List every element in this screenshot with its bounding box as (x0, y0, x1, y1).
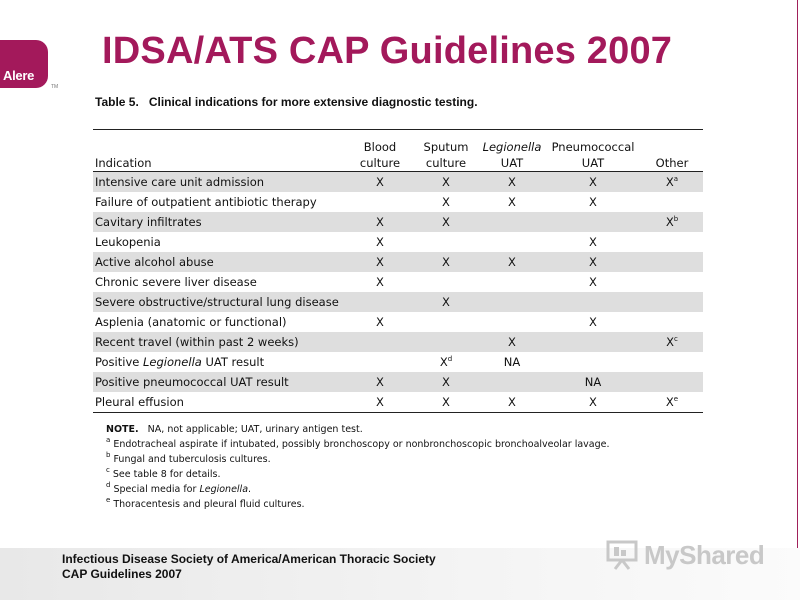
cell-legionella (479, 272, 545, 292)
presentation-screen-icon (606, 540, 640, 570)
cell-legionella: X (479, 332, 545, 352)
cell-legionella (479, 312, 545, 332)
cell-sputum (413, 332, 479, 352)
cell-indication: Intensive care unit admission (93, 172, 347, 193)
cell-legionella: X (479, 172, 545, 193)
cell-pneumococcal: X (545, 252, 641, 272)
header-legionella-uat: Legionella UAT (479, 130, 545, 172)
logo-trademark: TM (51, 84, 59, 90)
cell-indication: Positive pneumococcal UAT result (93, 372, 347, 392)
table-row (93, 252, 703, 272)
cell-blood (347, 192, 413, 212)
cell-other (641, 252, 703, 272)
cell-blood: X (347, 392, 413, 413)
table-row (93, 372, 703, 392)
table-row (93, 272, 703, 292)
table-header-row (93, 130, 703, 172)
cell-blood: X (376, 235, 384, 249)
cell-other: $X^a$ (641, 172, 703, 193)
cell-blood: X (347, 372, 413, 392)
cell-indication: Recent travel (within past 2 weeks) (93, 332, 347, 352)
cell-pneumococcal: X (589, 195, 597, 209)
note-main: NOTE. NA, not applicable; UAT, urinary antigen test. (106, 424, 363, 435)
cell-legionella: X (479, 252, 545, 272)
cell-sputum: X (413, 172, 479, 193)
table-row (93, 192, 703, 212)
cell-pneumococcal (545, 352, 641, 372)
cell-blood: X (376, 275, 384, 289)
table-row (93, 392, 703, 413)
cell-sputum: X (442, 195, 450, 209)
footnote-a: $^a$ Endotracheal aspirate if intubated, possibly bronchoscopy or nonbronchoscopic bronchoalveolar lavage. (106, 436, 610, 450)
cell-other (641, 192, 703, 212)
cell-indication: Active alcohol abuse (93, 252, 347, 272)
cell-blood (347, 332, 413, 352)
cell-sputum: X (413, 392, 479, 413)
cell-other: $X^b$ (641, 212, 703, 232)
table-row (93, 352, 703, 372)
table-caption-label: Table 5. (95, 95, 139, 109)
cell-legionella: X (508, 195, 516, 209)
footnote-d: $^d$ Special media for Legionella. (106, 481, 252, 495)
table-row (93, 312, 703, 332)
table-caption (95, 95, 478, 109)
cell-pneumococcal (545, 212, 641, 232)
logo-text: Alere (3, 68, 35, 83)
table-row (93, 332, 703, 352)
table-row (93, 212, 703, 232)
cell-other (641, 372, 703, 392)
table-row (93, 232, 703, 252)
cell-other (641, 352, 703, 372)
cell-other (641, 312, 703, 332)
cell-sputum (413, 312, 479, 332)
cell-indication: Asplenia (anatomic or functional) (95, 315, 287, 329)
footnote-b: $^b$ Fungal and tuberculosis cultures. (106, 451, 271, 465)
footnote-e: $^e$ Thoracentesis and pleural fluid cultures. (106, 496, 305, 510)
cell-indication: Positive Legionella UAT result (95, 355, 265, 369)
header-sputum-culture: Sputum culture (413, 130, 479, 172)
cell-sputum: X (413, 372, 479, 392)
cell-other (641, 232, 703, 252)
table-row (93, 172, 703, 193)
header-other: Other (641, 130, 703, 172)
cell-pneumococcal (545, 292, 641, 312)
cell-sputum (413, 272, 479, 292)
cell-legionella: X (479, 392, 545, 413)
table-notes (106, 424, 610, 514)
cell-indication: Failure of outpatient antibiotic therapy (95, 195, 317, 209)
cell-sputum (413, 232, 479, 252)
indications-table (93, 129, 703, 413)
myshared-watermark (606, 538, 796, 572)
footnote-c: $^c$ See table 8 for details. (106, 466, 221, 480)
cell-blood (347, 352, 413, 372)
cell-blood (347, 292, 413, 312)
header-pneumococcal-uat: Pneumococcal UAT (545, 130, 641, 172)
cell-legionella (479, 232, 545, 252)
cell-blood: X (347, 252, 413, 272)
table-caption-text: Clinical indications for more extensive diagnostic testing. (148, 95, 478, 109)
cell-legionella (479, 292, 545, 312)
cell-indication: Severe obstructive/structural lung disease (93, 292, 347, 312)
cell-other (641, 272, 703, 292)
cell-pneumococcal: NA (545, 372, 641, 392)
cell-other: $X^c$ (641, 332, 703, 352)
alere-logo (0, 40, 48, 88)
cell-other (641, 292, 703, 312)
cell-indication: Leukopenia (95, 235, 161, 249)
cell-pneumococcal (545, 332, 641, 352)
cell-other: Xe (641, 392, 703, 413)
slide-border (797, 0, 798, 560)
cell-sputum: X (413, 292, 479, 312)
watermark-text: MyShared (644, 540, 765, 570)
header-blood-culture: Blood culture (347, 130, 413, 172)
cell-pneumococcal: X (589, 235, 597, 249)
cell-indication: Pleural effusion (93, 392, 347, 413)
cell-blood: X (347, 172, 413, 193)
cell-pneumococcal: X (545, 172, 641, 193)
cell-indication: Chronic severe liver disease (95, 275, 257, 289)
cell-blood: X (376, 315, 384, 329)
cell-sputum: $X^d$ (439, 355, 453, 369)
cell-legionella: NA (503, 355, 521, 369)
cell-indication: Cavitary infiltrates (93, 212, 347, 232)
cell-blood: X (347, 212, 413, 232)
table-row (93, 292, 703, 312)
cell-pneumococcal: X (545, 392, 641, 413)
header-indication: Indication (93, 130, 347, 172)
cell-legionella (479, 372, 545, 392)
cell-pneumococcal: X (589, 275, 597, 289)
cell-sputum: X (413, 252, 479, 272)
cell-legionella (479, 212, 545, 232)
slide-title: IDSA/ATS CAP Guidelines 2007 (102, 30, 673, 72)
cell-sputum: X (413, 212, 479, 232)
footer-citation: Infectious Disease Society of America/American Thoracic Society CAP Guidelines 2007 (62, 552, 436, 581)
cell-pneumococcal: X (589, 315, 597, 329)
